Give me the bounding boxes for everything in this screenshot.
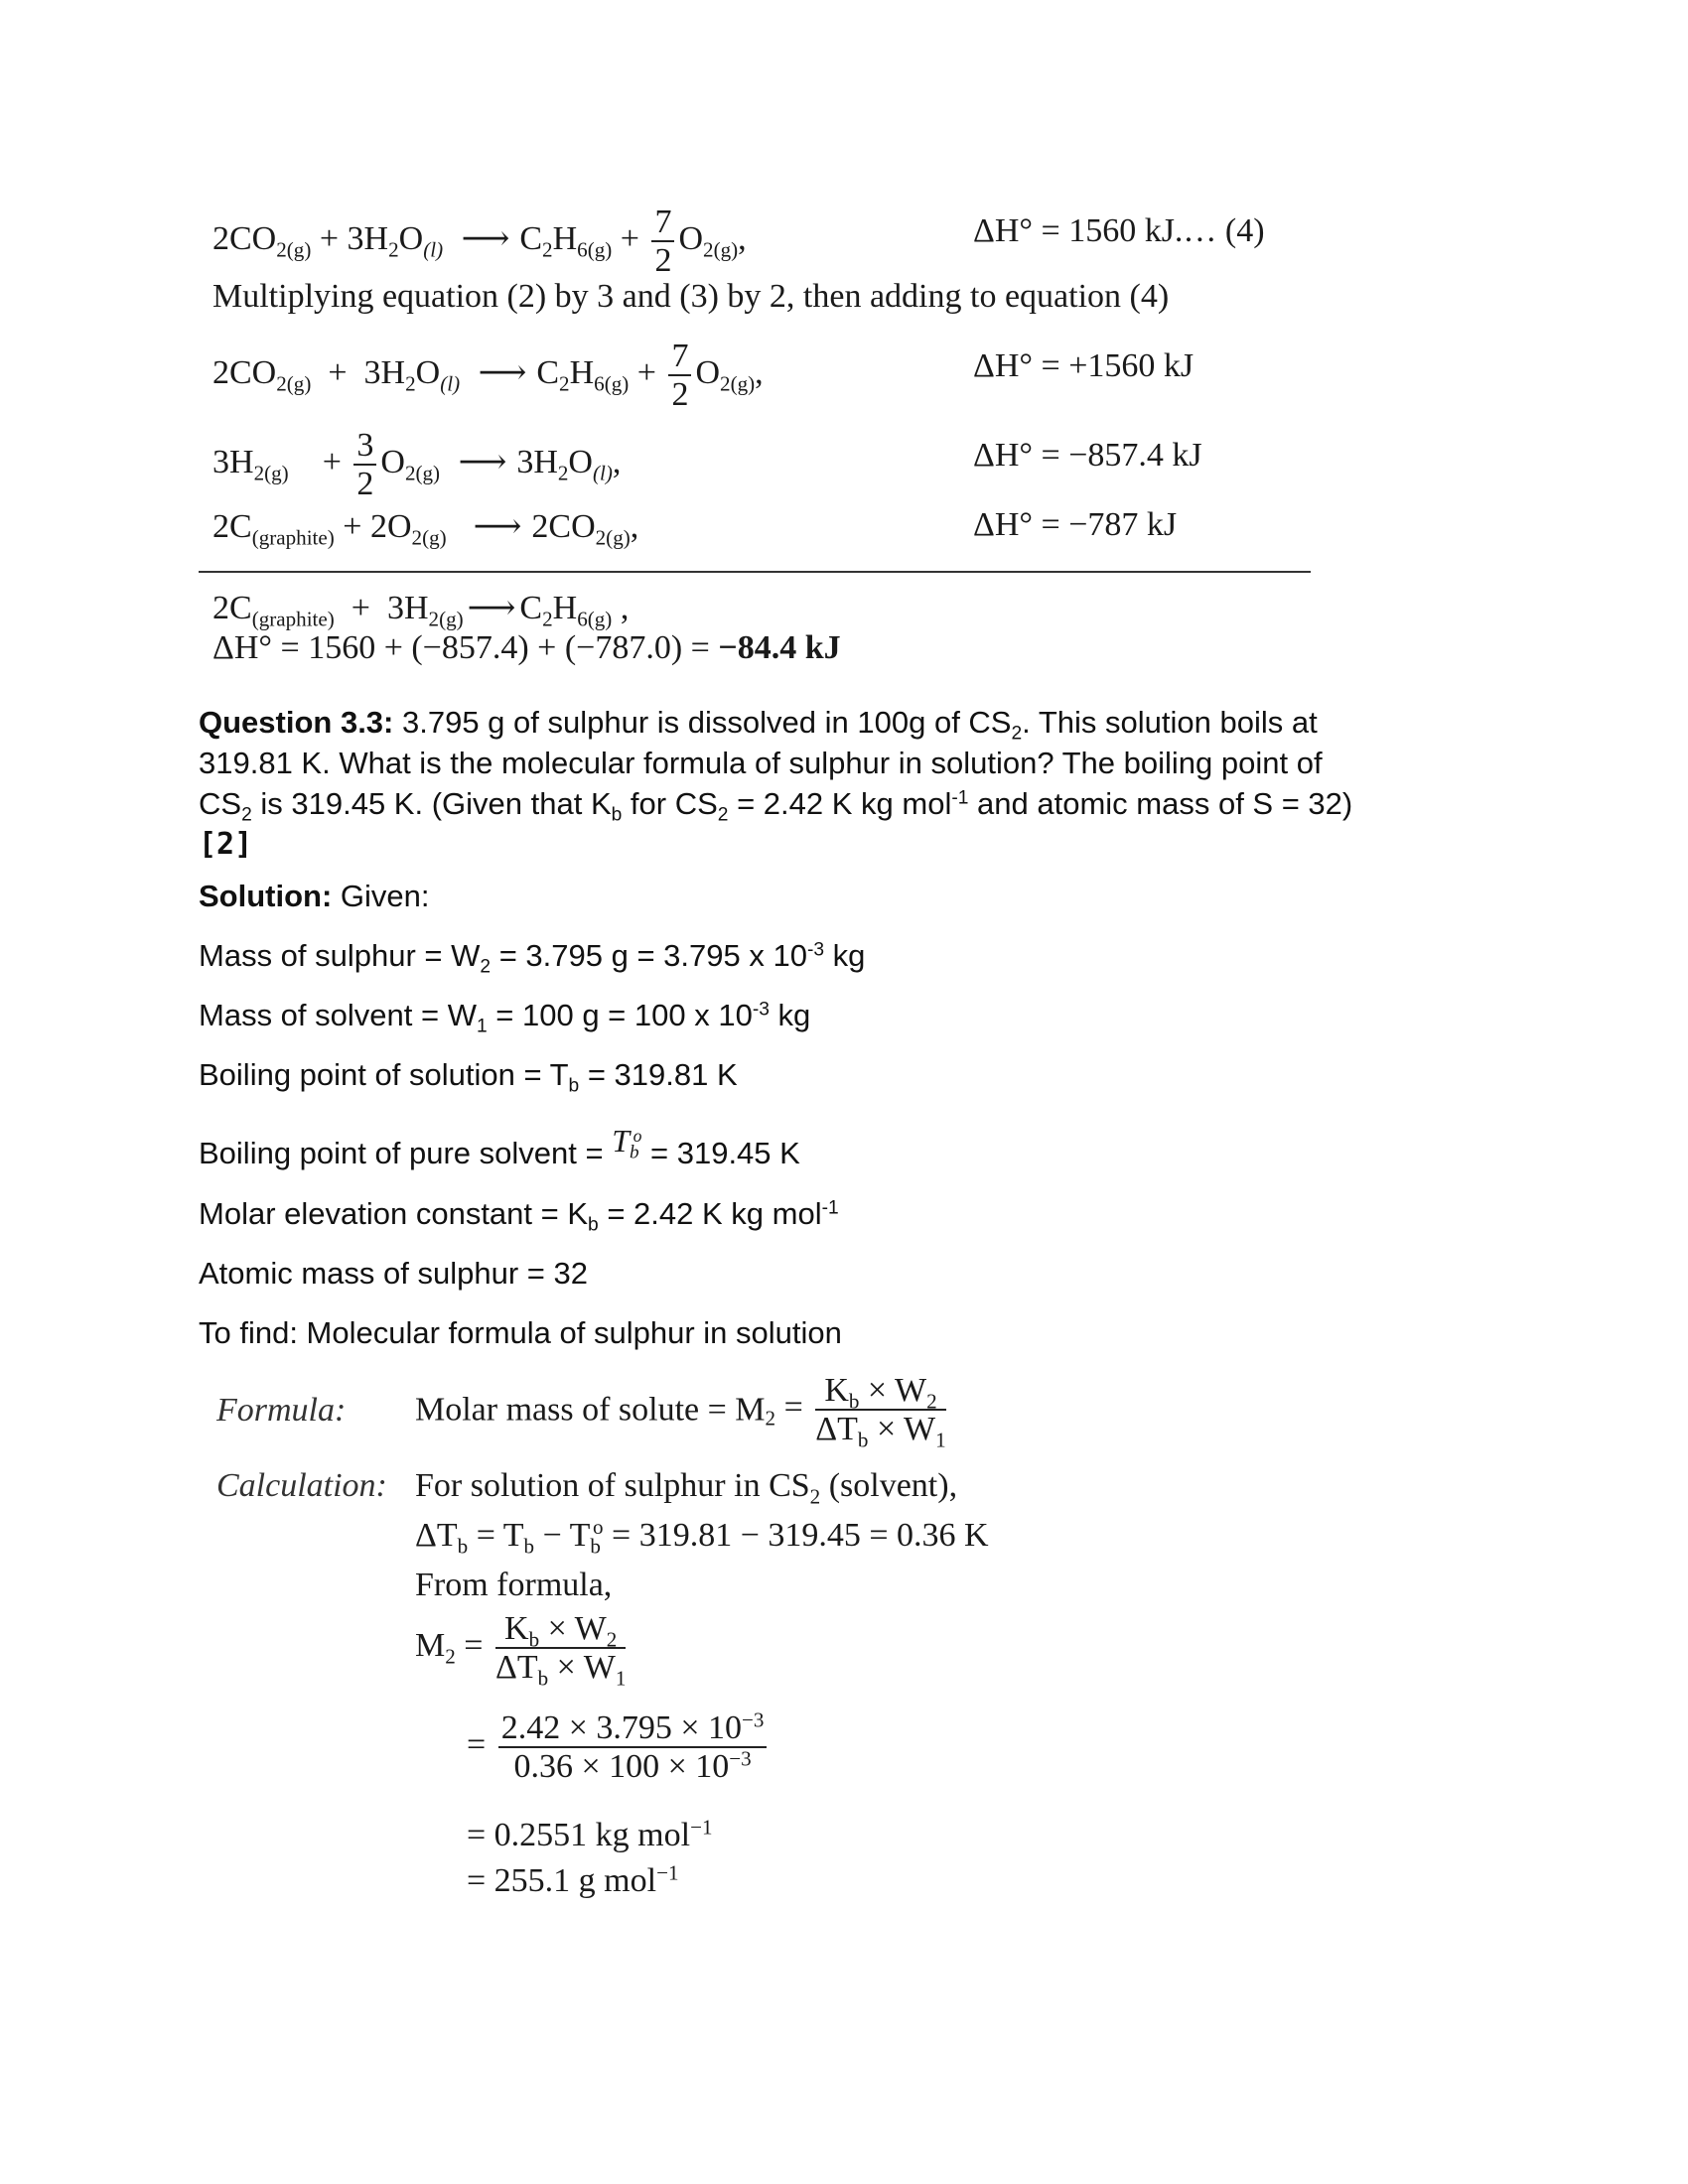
given-bp-pure [199,1123,800,1171]
calc-line1-a: For solution of sulphur in CS [415,1467,810,1504]
given-atomic-mass: Atomic mass of sulphur = 32 [199,1256,588,1291]
given-molar-elevation: Molar elevation constant = $K_b = 2.42$ K kg mol$^{-1}$ [199,1196,839,1236]
question-text-a: 3.795 g of sulphur is dissolved in 100g of CS [393,705,1012,740]
equation-4: $2CO_{2(g)} + 3H_2O_{(l)}$ ⟶ $C_2H_{6(g)}$ + $\frac{7}{2}$ $O_{2(g)}$, [212,204,747,280]
formula-expression: Molar mass of solute = $M_2$ = $\frac{K_b \times W_2}{\Delta T_b \times W_1}$ [415,1372,946,1452]
denominator-values: 0.36 × 100 × 10 [513,1748,730,1786]
net-enthalpy-expr: ΔH° = 1560 + (−857.4) + (−787.0) = [212,629,719,666]
equation-row-3: $2C_{(graphite)} + 2O_{2(g)}$ ⟶ $2CO_{2(g)}$, [212,508,639,550]
equation-row-2: $3H_{2(g)}$ + $\frac{3}{2}$ $O_{2(g)}$ ⟶ $3H_2O_{(l)}$, [212,427,622,503]
mv-unit: kg [769,998,811,1032]
given-bp-solution: Boiling point of solution = $T_b = 319.81$ K [199,1057,738,1097]
ms-b: = 3.795 g = 3.795 x 10 [491,938,807,973]
delta-tb-value: = 319.81 − 319.45 = 0.36 K [603,1517,989,1554]
result-kg-value: = 0.2551 kg mol [467,1817,691,1853]
numerator-values: 2.42 × 3.795 × 10 [500,1709,743,1746]
ms-unit: kg [824,938,866,973]
marks-badge: [2] [199,827,253,862]
multiply-instruction: Multiplying equation (2) by 3 and (3) by 2, then adding to equation (4) [212,278,1170,315]
q3b: is 319.45 K. (Given that K [251,786,612,821]
result-kg: = 0.2551 kg mol$^{-1}$ [467,1815,713,1853]
solution-heading [199,879,430,914]
eq4-enthalpy: ΔH° = 1560 kJ.… (4) [973,212,1265,249]
net-equation: $2C_{(graphite)} + 3H_{2(g)}$ ⟶ $C_2H_{6(g)}$ , [212,590,630,631]
question-text-b: . This solution boils at [1022,705,1318,740]
eq4-reactant: 2CO [212,220,277,258]
m2-substituted: = $\frac{2.42 \times 3.795 \times 10^{-3}}{0.36 \times 100 \times 10^{-3}}$ [467,1709,771,1786]
given-mass-solvent: Mass of solvent = $W_1 = 100$ g = 100 x $10^{-3}$ kg [199,998,811,1037]
mv-b: = 100 g = 100 x 10 [487,998,753,1032]
q3e: and atomic mass of S = 32) [968,786,1353,821]
row3-enthalpy: ΔH° = −787 kJ [973,506,1178,543]
calculation-label: Calculation: [216,1467,387,1504]
bpp-a: Boiling point of pure solvent = [199,1136,613,1170]
result-g: = 255.1 g mol$^{-1}$ [467,1860,679,1899]
formula-label: Formula: [216,1392,347,1429]
me-b: = 2.42 K kg mol [598,1196,822,1231]
q3a: CS [199,786,242,821]
question-line-2: 319.81 K. What is the molecular formula of sulphur in solution? The boiling point of [199,746,1323,780]
solution-given: Given: [332,879,430,913]
tb-naught-symbol: $T_b^o$ [612,1123,642,1163]
equation-row-1: $2CO_{2(g)} + 3H_2O_{(l)}$ ⟶ $C_2H_{6(g)}$ + $\frac{7}{2}$ $O_{2(g)}$, [212,338,764,414]
net-enthalpy [212,629,841,667]
bps-b: = 319.81 K [579,1057,738,1092]
row2-enthalpy: ΔH° = −857.4 kJ [973,437,1202,474]
result-g-value: = 255.1 g mol [467,1862,657,1899]
from-formula: From formula, [415,1567,613,1603]
ms-a: Mass of sulphur = W [199,938,481,973]
bpp-b: = 319.45 K [650,1136,800,1170]
sum-divider [199,571,1311,573]
calc-line-1: For solution of sulphur in $CS_2$ (solvent), [415,1467,958,1509]
to-find: To find: Molecular formula of sulphur in solution [199,1315,842,1350]
q3d: = 2.42 K kg mol [728,786,952,821]
formula-text: Molar mass of solute = M [415,1391,766,1429]
net-enthalpy-value: −84.4 kJ [718,629,841,666]
me-a: Molar elevation constant = K [199,1196,589,1231]
solution-label: Solution: [199,879,333,913]
bps-a: Boiling point of solution = T [199,1057,569,1092]
given-mass-sulphur: Mass of sulphur = $W_2 = 3.795$ g = 3.795 x $10^{-3}$ kg [199,938,866,978]
mv-a: Mass of solvent = W [199,998,477,1032]
row1-enthalpy: ΔH° = +1560 kJ [973,347,1195,384]
m2-formula: $M_2$ = $\frac{K_b \times W_2}{\Delta T_b \times W_1}$ [415,1610,627,1691]
question-label: Question 3.3: [199,705,394,740]
delta-tb-line: $\Delta T_b = T_b - T_b^o = 319.81 - 319.45 = 0.36$ K [415,1515,989,1559]
calc-line1-b: (solvent), [820,1467,958,1504]
question-line-1: Question 3.3: 3.795 g of sulphur is dissolved in 100g of $CS_2$. This solution boils at [199,705,1318,745]
q3c: for CS [622,786,718,821]
question-block [199,702,1489,865]
question-line-3: $CS_2$ is 319.45 K. (Given that $K_b$ for $CS_2 = 2.42$ K kg mol$^{-1}$ and atomic mass of S = 32) [199,786,1353,826]
